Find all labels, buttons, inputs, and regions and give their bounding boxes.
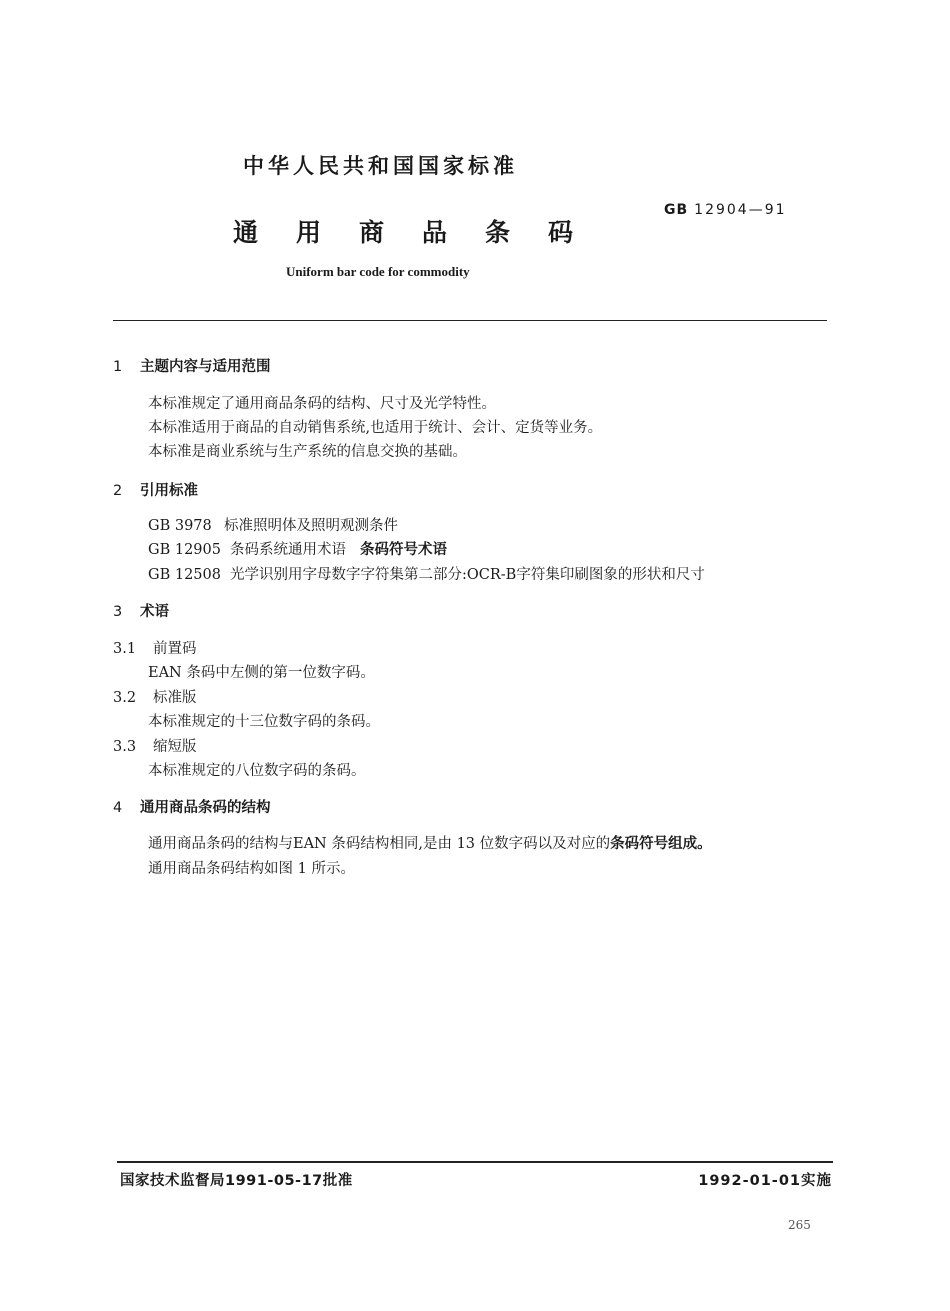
- section-title: 引用标准: [140, 483, 198, 499]
- term-heading: [113, 735, 197, 756]
- reference-code: GB 3978: [148, 518, 212, 534]
- document-title: 通用商品条码: [233, 218, 612, 247]
- national-standard-title: 中华人民共和国国家标准: [243, 154, 518, 178]
- term-name: 缩短版: [153, 739, 197, 755]
- section-title: 通用商品条码的结构: [140, 800, 271, 816]
- paragraph: 通用商品条码结构如图 1 所示。: [148, 861, 355, 877]
- reference-item: [148, 563, 705, 584]
- paragraph-text: 通用商品条码的结构与EAN 条码结构相同,是由 13 位数字码以及对应的: [148, 836, 611, 852]
- paragraph: 本标准适用于商品的自动销售系统,也适用于统计、会计、定货等业务。: [148, 420, 603, 436]
- section-title: 术语: [140, 604, 169, 620]
- paragraph: 本标准是商业系统与生产系统的信息交换的基础。: [148, 444, 467, 460]
- standard-code: [664, 202, 787, 218]
- term-name: 标准版: [153, 690, 197, 706]
- reference-code: GB 12905: [148, 542, 221, 558]
- standard-prefix: GB: [664, 202, 689, 218]
- section-2-heading: [113, 479, 198, 500]
- section-title: 主题内容与适用范围: [140, 359, 271, 375]
- reference-text: 条码系统通用术语: [230, 542, 346, 558]
- paragraph: [148, 832, 712, 853]
- reference-text: 光学识别用字母数字字符集第二部分:OCR-B字符集印刷图象的形状和尺寸: [230, 567, 705, 583]
- term-number: 3.3: [113, 739, 137, 755]
- reference-text-bold: 条码符号术语: [360, 542, 447, 558]
- approval-date: 国家技术监督局1991-05-17批准: [120, 1173, 353, 1189]
- effective-date: 1992-01-01实施: [698, 1173, 832, 1189]
- term-definition: 本标准规定的十三位数字码的条码。: [148, 714, 380, 730]
- footer-divider: [117, 1161, 833, 1163]
- reference-item: [148, 538, 447, 559]
- term-heading: [113, 637, 197, 658]
- header-divider: [113, 320, 827, 321]
- section-number: 1: [113, 359, 123, 375]
- section-number: 2: [113, 483, 123, 499]
- page-number: 265: [788, 1218, 811, 1232]
- section-1-heading: [113, 355, 271, 376]
- term-name: 前置码: [153, 641, 197, 657]
- paragraph-text-bold: 条码符号组成。: [610, 836, 712, 852]
- section-number: 4: [113, 800, 123, 816]
- reference-code: GB 12508: [148, 567, 221, 583]
- standard-number: 12904—91: [694, 202, 787, 218]
- reference-item: [148, 514, 398, 535]
- section-4-heading: [113, 796, 271, 817]
- section-3-heading: [113, 600, 169, 621]
- section-number: 3: [113, 604, 123, 620]
- paragraph: 本标准规定了通用商品条码的结构、尺寸及光学特性。: [148, 396, 496, 412]
- reference-text: 标准照明体及照明观测条件: [224, 518, 398, 534]
- term-number: 3.2: [113, 690, 137, 706]
- document-subtitle-en: Uniform bar code for commodity: [286, 264, 470, 279]
- term-number: 3.1: [113, 641, 137, 657]
- term-definition: 本标准规定的八位数字码的条码。: [148, 763, 366, 779]
- term-definition: EAN 条码中左侧的第一位数字码。: [148, 665, 375, 681]
- term-heading: [113, 686, 197, 707]
